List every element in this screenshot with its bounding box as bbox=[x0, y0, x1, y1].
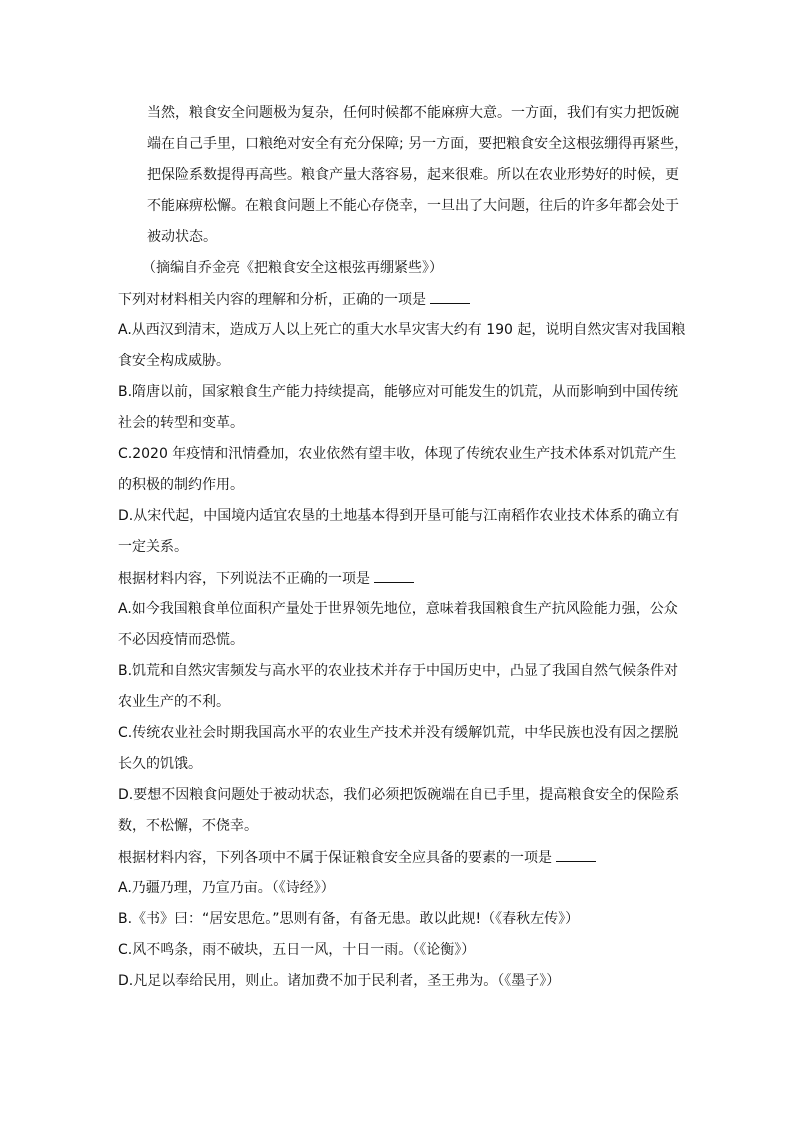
option-d-line: D.要想不因粮食问题处于被动状态，我们必须把饭碗端在自已手里，提高粮食安全的保险系 bbox=[118, 787, 680, 803]
option-b-line: 社会的转型和变革。 bbox=[118, 415, 244, 431]
option-a-line: A.乃疆乃理，乃宣乃亩。（《诗经》） bbox=[118, 880, 335, 896]
option-d-line: D.凡足以奉给民用，则止。诸加费不加于民利者，圣王弗为。（《墨子》） bbox=[118, 973, 561, 989]
answer-blank[interactable] bbox=[430, 289, 470, 304]
option-b-line: 农业生产的不利。 bbox=[118, 694, 230, 710]
answer-blank[interactable] bbox=[556, 847, 596, 862]
option-a-line: 不必因疫情而恐慌。 bbox=[118, 632, 244, 648]
option-b-line: B.《书》曰：“居安思危。”思则有备，有备无患。敢以此规!（《春秋左传》） bbox=[118, 911, 580, 927]
question-stem: 根据材料内容，下列说法不正确的一项是 bbox=[118, 568, 414, 589]
option-b-line: B.隋唐以前，国家粮食生产能力持续提高，能够应对可能发生的饥荒，从而影响到中国传统 bbox=[118, 384, 679, 400]
option-c-line: C.风不鸣条，雨不破块，五日一风，十日一雨。（《论衡》） bbox=[118, 942, 476, 958]
option-b-line: B.饥荒和自然灾害频发与高水平的农业技术并存于中国历史中，凸显了我国自然气候条件对 bbox=[118, 663, 679, 679]
passage-source: （摘编自乔金亮《把粮食安全这根弦再绷紧些》） bbox=[142, 260, 443, 276]
option-c-line: 长久的饥饿。 bbox=[118, 756, 202, 772]
option-c-line: 的积极的制约作用。 bbox=[118, 477, 244, 493]
passage-line: 不能麻痹松懈。在粮食问题上不能心存侥幸，一旦出了大问题，往后的许多年都会处于 bbox=[147, 198, 679, 214]
passage-line: 被动状态。 bbox=[147, 229, 217, 245]
passage-line: 端在自己手里，口粮绝对安全有充分保障; 另一方面，要把粮食安全这根弦绷得再紧些， bbox=[147, 136, 689, 152]
question-stem: 根据材料内容，下列各项中不属于保证粮食安全应具备的要素的一项是 bbox=[118, 847, 596, 868]
option-a-line: 食安全构成威胁。 bbox=[118, 353, 230, 369]
option-a-line: A.如今我国粮食单位面积产量处于世界领先地位，意味着我国粮食生产抗风险能力强，公众 bbox=[118, 601, 678, 617]
option-c-line: C.传统农业社会时期我国高水平的农业生产技术并没有缓解饥荒，中华民族也没有因之摆脱 bbox=[118, 725, 679, 741]
question-stem: 下列对材料相关内容的理解和分析，正确的一项是 bbox=[118, 289, 470, 310]
answer-blank[interactable] bbox=[374, 568, 414, 583]
option-a-line: A.从西汉到清末，造成万人以上死亡的重大水旱灾害大约有 190 起，说明自然灾害对我国粮 bbox=[118, 322, 686, 338]
option-c-line: C.2020 年疫情和汛情叠加，农业依然有望丰收，体现了传统农业生产技术体系对饥荒产生 bbox=[118, 446, 677, 462]
option-d-line: D.从宋代起，中国境内适宜农垦的土地基本得到开垦可能与江南稻作农业技术体系的确立有 bbox=[118, 508, 680, 524]
passage-line: 当然，粮食安全问题极为复杂，任何时候都不能麻痹大意。一方面，我们有实力把饭碗 bbox=[147, 105, 679, 121]
passage-line: 把保险系数提得再高些。粮食产量大落容易，起来很难。所以在农业形势好的时候，更 bbox=[147, 167, 679, 183]
option-d-line: 数，不松懈，不侥幸。 bbox=[118, 818, 258, 834]
option-d-line: 一定关系。 bbox=[118, 539, 188, 555]
